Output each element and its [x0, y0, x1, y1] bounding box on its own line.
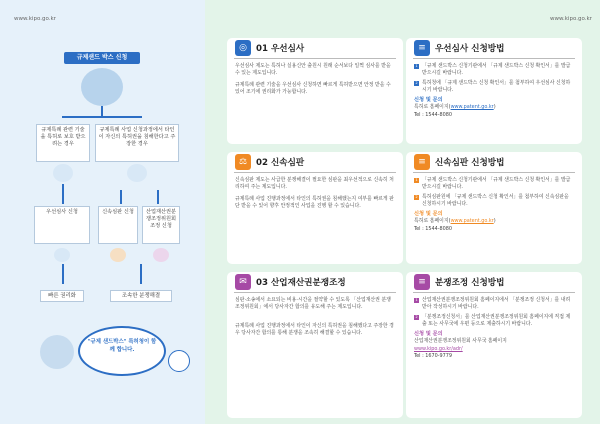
priority-exam-box: 우선심사 신청	[34, 206, 90, 244]
inquiry-label: 신청 및 문의	[414, 331, 443, 338]
case-box-b: 규제특례 사업 신청과정에서 타인이 자신의 특허권을 침해한다고 주장한 경우	[95, 124, 179, 162]
handshake-icon: ✉	[235, 274, 251, 290]
mediation-box: 산업재산권분쟁조정위원회 조정 신청	[142, 206, 180, 244]
org-name: 산업재산권분쟁조정위원회 사무국 홈페이지	[414, 338, 507, 345]
result-dispute-resolution: 조속한 분쟁해결	[110, 290, 172, 302]
gavel-icon	[110, 248, 126, 262]
section-number: 01	[256, 44, 268, 54]
people-icon	[81, 68, 123, 106]
fast-trial-method-card: ≡ 신속심판 신청방법 1 「규제 샌드박스 신청기관에서 「규제 샌드박스 신청 확인서」를 발급 받으시길 바랍니다. 2 특허심판원에 「규제 샌드박스 신청 확인서」를 첨부하여 신속심판을 신청하시기 바랍니다. 신청 및 문의 특허로 홈페이지(www.patent.go.kr) Tel : 1544-8080	[406, 152, 582, 264]
phone-number: Tel : 1670-9779	[414, 352, 452, 359]
building-icon	[153, 248, 169, 262]
dispute-icon	[127, 164, 147, 182]
section-text: 우선심사 제도는 특허나 실용신안 출원시 원래 순서보다 일찍 심사를 받을 수 있는 제도입니다.	[235, 63, 391, 77]
section-text: 신속심판 제도는 사급한 분쟁해결이 필요한 심판을 최우선적으로 신속히 처리하여 주는 제도입니다.	[235, 177, 394, 191]
patent-link[interactable]: www.patent.go.kr	[450, 104, 494, 111]
folder-icon	[168, 350, 190, 372]
right-panel	[205, 0, 600, 424]
method-step: 「분쟁조정신청서」를 산업재산권분쟁조정위원회 홈페이지에 직접 제출 또는 사무국에 우편 등으로 제출하시기 바랍니다.	[422, 314, 571, 328]
section-title: 우선심사	[270, 44, 305, 54]
gavel-icon: ⚖	[235, 154, 251, 170]
section-text: 규제특례 관련 기술을 우선심사 신청하면 빠르게 특허받으면 안정 받을 수 있어 조기에 권리화가 가능합니다.	[235, 82, 391, 96]
method-step: 특허심판원에 「규제 샌드박스 신청 확인서」를 첨부하여 신속심판을 신청하시기 바랍니다.	[422, 194, 569, 208]
document-icon	[54, 248, 70, 262]
inquiry-label: 신청 및 문의	[414, 97, 443, 104]
method-title: 분쟁조정 신청방법	[435, 278, 505, 288]
method-step: 특허청에 「규제 샌드박스 신청 확인서」를 첨부하여 우선심사 신청하시기 바랍니다.	[422, 80, 571, 94]
org-name: 특허로 홈페이지	[414, 104, 449, 111]
document-icon: ≡	[414, 274, 430, 290]
priority-exam-card	[227, 38, 403, 144]
document-icon: ≡	[414, 40, 430, 56]
section-text: 규제특례 사업 진행과정에서 타인의 특허권을 침해했는지 여부를 빠르게 판단 받을 수 있어 향후 안정적인 사업을 진행 할 수 있습니다.	[235, 196, 394, 210]
sandbox-banner-text: "규제 샌드박스" 특허청이 함께 합니다.	[87, 339, 157, 353]
section-title: 신속심판	[270, 158, 305, 168]
mediation-card	[227, 272, 403, 418]
section-number: 03	[256, 278, 268, 288]
method-step: 「규제 샌드박스 신청기관에서 「규제 샌드박스 신청 확인서」를 발급 받으시길 바랍니다.	[422, 177, 571, 191]
fast-trial-box: 신속심판 신청	[98, 206, 138, 244]
method-title: 우선심사 신청방법	[435, 44, 505, 54]
alarm-icon: ◎	[235, 40, 251, 56]
left-url: www.kipo.go.kr	[14, 16, 56, 22]
phone-number: Tel : 1544-8080	[414, 225, 452, 232]
method-title: 신속심판 신청방법	[435, 158, 505, 168]
left-panel	[0, 0, 205, 424]
hand-icon	[53, 164, 73, 182]
section-title: 산업재산권분쟁조정	[270, 278, 346, 288]
method-step: 「규제 샌드박스 신청기관에서 「규제 샌드박스 신청 확인서」를 발급 받으시길 바랍니다.	[422, 63, 571, 77]
document-icon: ≡	[414, 154, 430, 170]
patent-link[interactable]: www.patent.go.kr	[450, 218, 494, 225]
mediation-method-card: ≡ 분쟁조정 신청방법 1 산업재산권분쟁조정위원회 홈페이지에서 「분쟁조정 신청서」를 내려 받아 작성하시기 바랍니다. 2 「분쟁조정신청서」를 산업재산권분쟁조정위원회 홈페이지에 직접 제출 또는 사무국에 우편 등으로 제출하시기 바랍니다. 신청 및 문의 산업재산권분쟁조정위원회 사무국 홈페이지 www.kipo.go.kr/adr/ Tel : 1670-9779	[406, 272, 582, 418]
adr-link[interactable]: www.kipo.go.kr/adr/	[414, 345, 463, 352]
org-name: 특허로 홈페이지	[414, 218, 449, 225]
result-fast-rights: 빠른 권리화	[40, 290, 84, 302]
section-number: 02	[256, 158, 268, 168]
method-step: 산업재산권분쟁조정위원회 홈페이지에서 「분쟁조정 신청서」를 내려 받아 작성하시기 바랍니다.	[422, 297, 571, 311]
sandbox-title: 규제샌드 박스 신청	[64, 52, 140, 64]
section-text: 규제특례 사업 진행과정에서 타인이 자신의 특허권을 침해했다고 주장한 경우 당사자간 합의를 통해 분쟁을 조속히 해결할 수 있습니다.	[235, 323, 394, 337]
priority-method-card: ≡ 우선심사 신청방법 1 「규제 샌드박스 신청기관에서 「규제 샌드박스 신청 확인서」를 발급 받으시길 바랍니다. 2 특허청에 「규제 샌드박스 신청 확인서」를 첨부하여 우선심사 신청하시기 바랍니다. 신청 및 문의 특허로 홈페이지(www.patent.go.kr) Tel : 1544-8080	[406, 38, 582, 144]
fast-trial-card	[227, 152, 403, 264]
person-icon	[40, 335, 74, 369]
phone-number: Tel : 1544-8080	[414, 111, 452, 118]
right-url: www.kipo.go.kr	[550, 16, 592, 22]
case-box-a: 규제특례 관련 기술을 특허로 보호 받으려는 경우	[36, 124, 90, 162]
inquiry-label: 신청 및 문의	[414, 211, 443, 218]
section-text: 심판·소송에서 소요되는 비용·시간을 절약할 수 있도록 「산업재산권 분쟁조정위원회」에서 당사자간 합의를 유도해 주는 제도입니다.	[235, 297, 391, 311]
